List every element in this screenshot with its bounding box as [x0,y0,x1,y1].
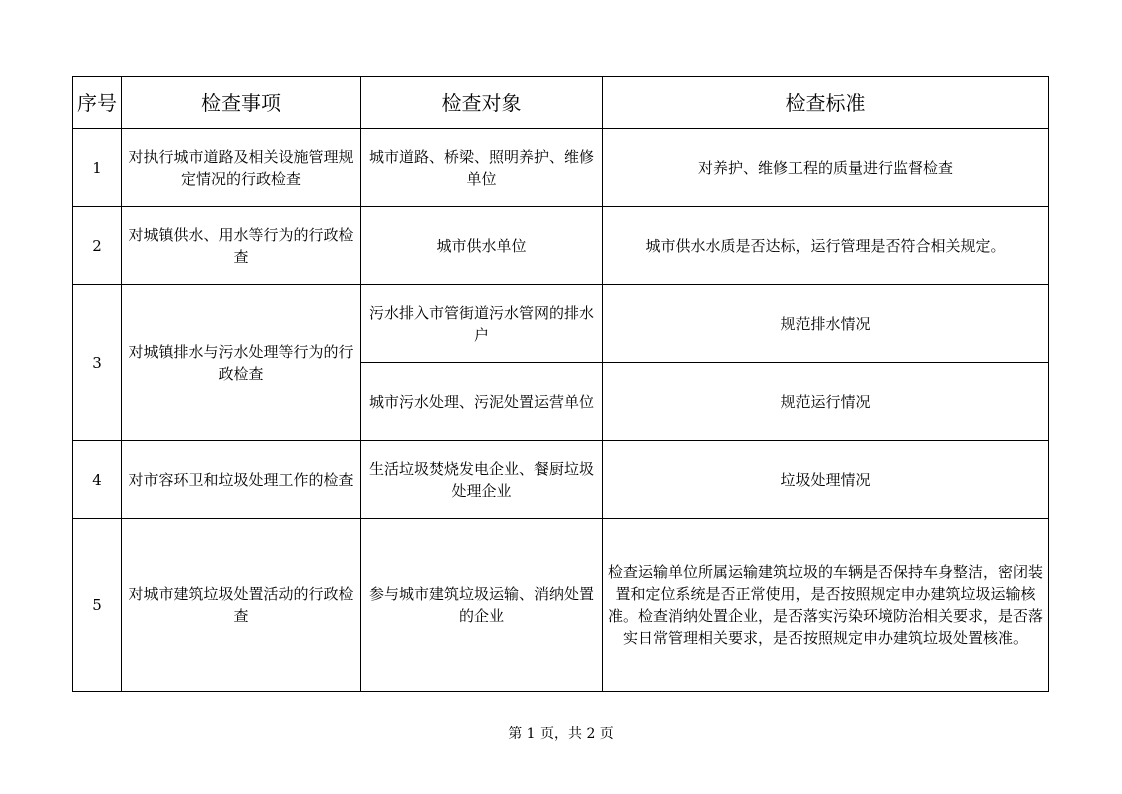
row-number: 1 [73,129,122,207]
inspection-standard: 检查运输单位所属运输建筑垃圾的车辆是否保持车身整洁，密闭装置和定位系统是否正常使用，是否按照规定申办建筑垃圾运输核准。检查消纳处置企业，是否落实污染环境防治相关要求，是否落实日常管理相关要求，是否按照规定申办建筑垃圾处置核准。 [603,519,1049,692]
inspection-standard: 规范排水情况 [603,285,1049,363]
table-row [73,207,1049,285]
inspection-object: 城市污水处理、污泥处置运营单位 [361,363,603,441]
table-row [73,441,1049,519]
row-number: 2 [73,207,122,285]
row-number: 4 [73,441,122,519]
inspection-item: 对城市建筑垃圾处置活动的行政检查 [122,519,361,692]
inspection-object: 污水排入市管街道污水管网的排水户 [361,285,603,363]
table-row [73,129,1049,207]
inspection-item: 对城镇供水、用水等行为的行政检查 [122,207,361,285]
inspection-object: 城市道路、桥梁、照明养护、维修单位 [361,129,603,207]
inspection-standard: 对养护、维修工程的质量进行监督检查 [603,129,1049,207]
inspection-standard: 垃圾处理情况 [603,441,1049,519]
page-footer: 第 1 页，共 2 页 [508,726,614,742]
header-standard: 检查标准 [603,77,1049,129]
table-row [73,285,1049,363]
inspection-object: 生活垃圾焚烧发电企业、餐厨垃圾处理企业 [361,441,603,519]
inspection-item: 对市容环卫和垃圾处理工作的检查 [122,441,361,519]
inspection-standard: 规范运行情况 [603,363,1049,441]
inspection-object: 城市供水单位 [361,207,603,285]
inspection-table [72,76,1049,692]
inspection-standard: 城市供水水质是否达标，运行管理是否符合相关规定。 [603,207,1049,285]
header-no: 序号 [73,77,122,129]
header-object: 检查对象 [361,77,603,129]
inspection-item: 对城镇排水与污水处理等行为的行政检查 [122,285,361,441]
table-row [73,519,1049,692]
row-number: 5 [73,519,122,692]
inspection-object: 参与城市建筑垃圾运输、消纳处置的企业 [361,519,603,692]
row-number: 3 [73,285,122,441]
table-header-row [73,77,1049,129]
inspection-item: 对执行城市道路及相关设施管理规定情况的行政检查 [122,129,361,207]
header-item: 检查事项 [122,77,361,129]
